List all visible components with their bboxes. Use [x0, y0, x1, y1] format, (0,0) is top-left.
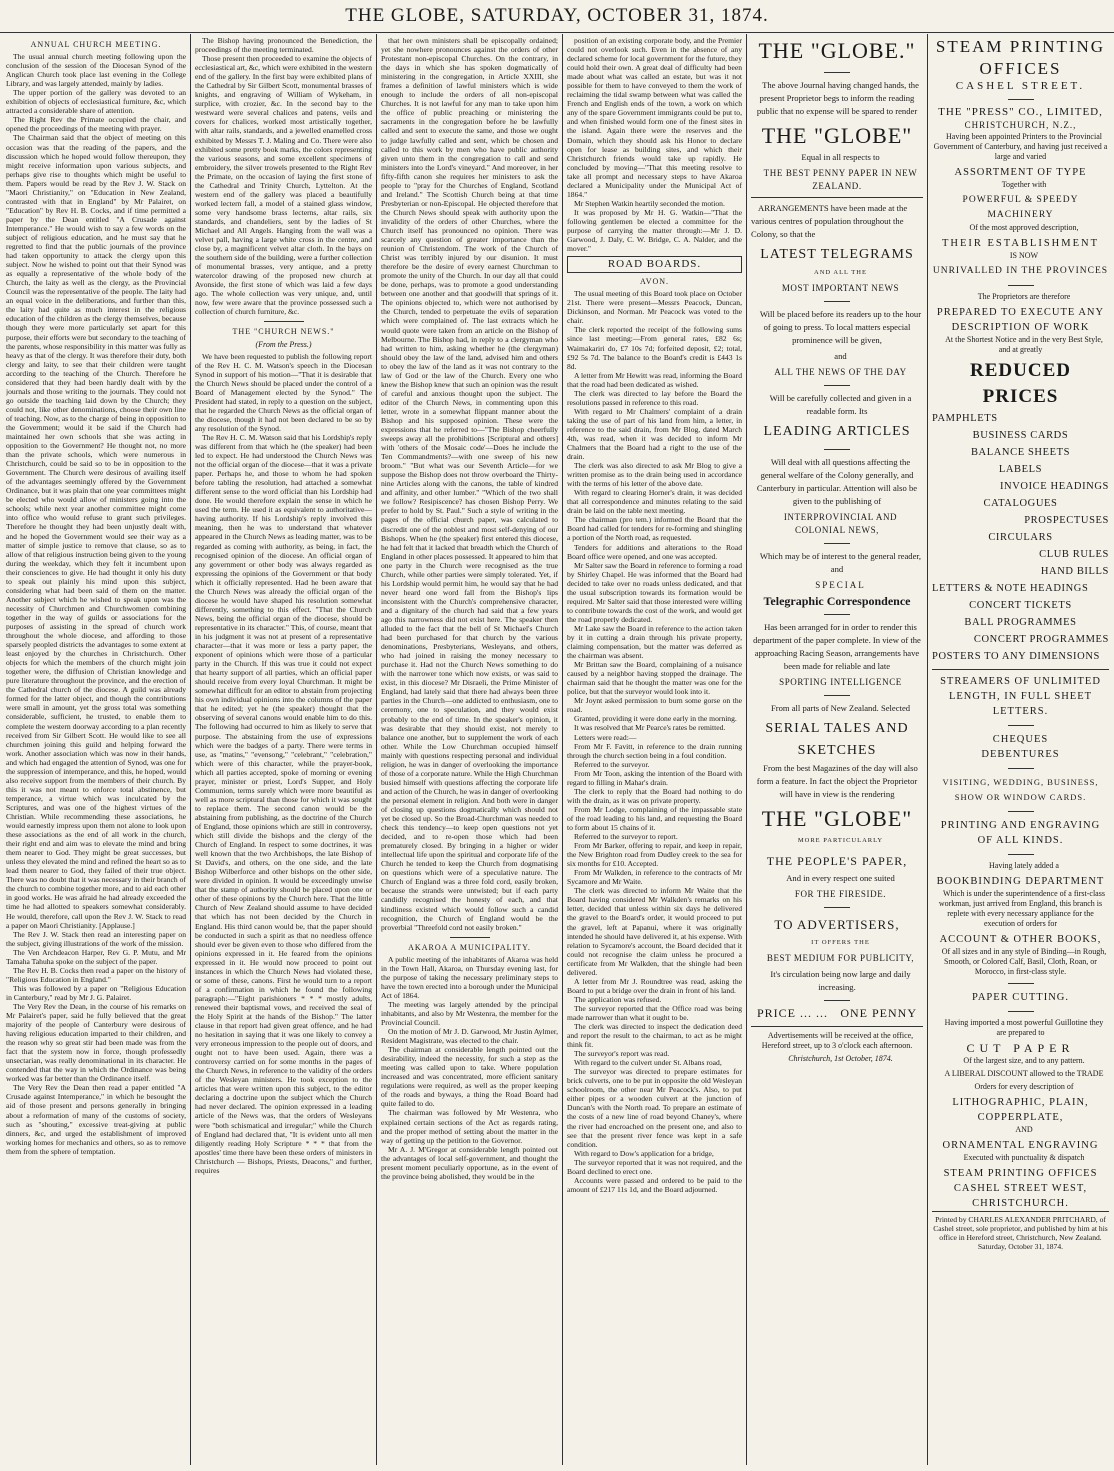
press-text: A LIBERAL DISCOUNT allowed to the TRADE [944, 1069, 1104, 1078]
ad-text: Advertisements will be received at the office, Hereford street, up to 3 o'clock each afternoon. [761, 1031, 914, 1050]
paragraph: The surveyor's report was read. [574, 1049, 670, 1059]
paragraph: With regard to Mr Chalmers' complaint of a drain taking the use of part of his land from him, a letter, in reference to the said drain, from Mr Blog, dated March 4th, was read, when it was decided to inform Mr Chalmers that the Board had a right to the use of the drain. [567, 406, 742, 462]
divider [1008, 725, 1034, 726]
divider [824, 614, 850, 615]
divider [824, 543, 850, 544]
paragraph: The clerk was directed to inform Mr Waite that the Board having considered Mr Walkden's remarks on his letter, decided that unless within six days he delivered the gravel to the Board's order, it would proceed to put the gravel, left at Papanui, where it was originally intended he should have delivered it, at his expense. With relation to Sycamore's account, the Board decided that it could not recognise the claim unless he procured a certificate from Mr Walkden, that the shingle had been delivered. [567, 886, 742, 977]
ad-text: SPORTING INTELLIGENCE [779, 677, 902, 687]
press-line: POWERFUL & SPEEDY MACHINERY [962, 195, 1079, 220]
paragraph: Mr Brittan saw the Board, complaining of a nuisance caused by a neighbor having stopped the drainage. The chairman said that he thought the matter was one for the police, but that the surveyor would look into it. [567, 660, 742, 697]
paragraph: Tenders for additions and alterations to the Road Board office were opened, and one was accepted. [567, 542, 742, 561]
paragraph: Granted, providing it were done early in the morning. [574, 714, 737, 724]
press-line: CASHEL STREET WEST, [953, 1183, 1088, 1194]
paragraph: Mr Stephen Watkin heartily seconded the motion. [574, 198, 725, 208]
divider [450, 937, 490, 938]
ad-text: ALL THE NEWS OF THE DAY [774, 367, 907, 377]
column-rule [927, 34, 928, 1465]
article-subheading: (From the Press.) [255, 339, 312, 349]
press-item: BALANCE SHEETS [970, 447, 1071, 458]
paragraph: With regard to the culvert under St. Albans road, [574, 1058, 722, 1068]
article-heading: AKAROA A MUNICIPALITY. [408, 942, 531, 952]
paragraph: The Very Rev the Dean then read a paper entitled "A Crusade against Intemperance," in which he besought the aid of those present and persons generally in bringing about a reformation of many of the customs of society, such as "shouting," excessive treat-giving at public dinners, &c, and urged the establishment of improved working homes for mechanics and others, so as to remove them from the sphere of temptation. [6, 1083, 186, 1156]
press-item: BALL PROGRAMMES [964, 617, 1077, 628]
paragraph: The clerk was directed to lay before the Board the resolutions passed in reference to this road. [567, 388, 742, 407]
paragraph: The meeting was largely attended by the principal inhabitants, and also by Mr Westenra, the member for the Provincial Council. [381, 999, 558, 1028]
press-item: PROSPECTUSES [1024, 515, 1109, 526]
ad-text: Which may be of interest to the general reader, and [759, 551, 922, 574]
ad-heading: SERIAL TALES AND SKETCHES [765, 721, 909, 758]
paragraph: Mr Joynt asked permission to burn some gorse on the road. [567, 696, 742, 715]
press-item: BUSINESS CARDS [972, 430, 1069, 441]
press-street: CASHEL STREET. [955, 80, 1086, 92]
press-text: Having imported a most powerful Guillotine they are prepared to [944, 1018, 1104, 1037]
press-item: CATALOGUES [983, 498, 1058, 509]
ad-text: From the best Magazines of the day will also form a feature. In fact the object the Proprietor will have in view is the rendering [756, 763, 918, 799]
press-item-list [932, 410, 1109, 665]
ad-text: ARRANGEMENTS have been made at the various centres of population throughout the Colony, so that the [751, 203, 908, 239]
ad-text: From all parts of New Zealand. Selected [770, 703, 911, 713]
press-line: STEAM PRINTING OFFICES [943, 1168, 1098, 1179]
ad-text: THE BEST PENNY PAPER IN NEW ZEALAND. [763, 168, 918, 191]
paragraph: The Bishop having pronounced the Benediction, the proceedings of the meeting terminated. [195, 36, 372, 55]
ad-date: Christchurch, 1st October, 1874. [788, 1054, 893, 1063]
press-text: At the Shortest Notice and in the very Best Style, and at greatly [945, 335, 1103, 354]
paragraph: Letters were read:— [574, 732, 637, 742]
divider [824, 907, 850, 908]
press-text: Executed with punctuality & dispatch [963, 1153, 1085, 1162]
divider [1008, 854, 1034, 855]
paragraph: This was followed by a paper on "Religious Education in Canterbury," read by Mr J. G. Palairet. [6, 983, 186, 1002]
price-value: ONE PENNY [840, 1006, 917, 1020]
paragraph: position of an existing corporate body, and the Premier could not overlook such. Even in the absence of any declared scheme for local government for the future, they could hold their own. A great deal of difficulty had been made about what was called an estate, but was it not possible for them to have conveyed to them the work of reclaiming the tidal swamp between what was called the French and English ends of the town, a work on which any of the spare Government immigrants could be put to, and when finished would form one of the finest sites in the island. Again there were the reserves and the Domain, which they should ask his Honor to declare open for lease as building sites, and which their Christchurch friends would take up rapidly. He concluded by moving—"That this meeting resolve to take all prompt and necessary steps to have Akaroa declared a Municipality under the Municipal Act of 1864." [567, 36, 742, 199]
column-rule [376, 34, 377, 1465]
globe-advertisement [751, 36, 923, 1463]
divider [751, 197, 923, 198]
paragraph: The usual meeting of this Board took place on October 21st. There were present—Messrs Peacock, Duncan, Dickinson, and Norman. Mr Peacock was voted to the chair. [567, 289, 742, 326]
article-heading: ROAD BOARDS. [567, 256, 742, 273]
paragraph: Those present then proceeded to examine the objects of ecclesiastical art, &c, which were exhibited in the western end of the gallery. In the first bay were exhibited plans of the Cathedral by Sir Gilbert Scott, monumental brasses of knights, and engraving of William of Wykeham, in surplice, with crozier, &c. In the second bay to the westward were several chalices and patens, veils and covers for chalices, worked most artistically together, with altar rails, standards, and a jewelled enamelled cross exhibited by Messrs T. J. Maling and Co. There were also exhibited some pretty book marks, the colors representing the various seasons, and some excellent specimens of embroidery, the silver trowels presented to the Right Rev the Primate, on the occasion of laying the first stone of the Cathedral and Trinity Church, Lyttelton. At the western end of the gallery was placed a beautifully worked lectern fall, a model of a stained glass window, some very handsome brass lecterns, altar rails, six standards, and chandeliers, sent by the ladies of St Michael and All Angels. Hanging from the wall was a velvet pall, having a large white cross in the centre, and close by, a magnificent velvet altar cloth. In the bays on the southern side of the building, were a further collection of monumental brasses, very antique, and a pretty watercolor drawing of the proposed new church at Avonside, the first stone of which was laid a few days ago. The whole collection was very unique, and, until now, few were aware that the province possessed such a collection of church furniture, &c. [195, 54, 372, 317]
paragraph: The chairman was followed by Mr Westenra, who explained certain sections of the Act as regards rating, and the proper method of setting about the matter in the way of getting up the petition to the Governor. [381, 1108, 558, 1145]
ad-text: AND ALL THE [814, 269, 867, 276]
article-body [567, 36, 742, 253]
paragraph: The Rev J. W. Stack then read an interesting paper on the subject, giving illustrations of the work of the mission. [6, 929, 186, 948]
press-text: Which is under the superintendence of a first-class workman, just arrived from England, this branch is replete with every necessary appliance for the execution of orders for [938, 889, 1105, 928]
masthead: THE GLOBE, SATURDAY, OCTOBER 31, 1874. [0, 0, 1114, 33]
press-line: CHRISTCHURCH. [972, 1198, 1069, 1209]
ad-text: MOST IMPORTANT NEWS [781, 283, 900, 293]
paragraph: The usual annual church meeting following upon the conclusion of the session of the Diocesan Synod of the Anglican Church took place last evening in the College Library, and was largely attended, mainly by ladies. [6, 52, 186, 89]
divider [1008, 99, 1034, 100]
ad-heading: Telegraphic Correspondence [763, 594, 911, 608]
paragraph: With regard to Dow's application for a bridge, [574, 1148, 714, 1158]
paragraph: The Right Rev the Primate occupied the chair, and opened the proceedings of the meeting with prayer. [6, 115, 186, 134]
paragraph: The clerk was also directed to ask Mr Blog to give a written promise as to the drain being used in accordance with the terms of his letter of the above date. [567, 461, 742, 489]
press-line: LITHOGRAPHIC, PLAIN, COPPERPLATE, [952, 1097, 1089, 1123]
press-line: VISITING, WEDDING, BUSINESS, SHOW OR WINDOW CARDS. [942, 777, 1099, 802]
paragraph: From Mr Lodge, complaining of the impassable state of the road leading to his land, and requesting the Board to form about 15 chains of it. [567, 804, 742, 832]
paragraph: The Rev H. B. Cocks then read a paper on the history of "Religious Education in England." [6, 965, 186, 984]
divider [824, 385, 850, 386]
press-city: CHRISTCHURCH, N.Z., [964, 120, 1077, 130]
ad-text: MORE PARTICULARLY [797, 837, 884, 844]
paragraph: A letter from Mr J. Roundtree was read, asking the Board to put a bridge over the drain in front of his land. [567, 976, 742, 995]
article-heading: THE "CHURCH NEWS." [232, 327, 335, 337]
press-text: Of the most approved description, [969, 223, 1079, 232]
paragraph: The surveyor was directed to prepare estimates for brick culverts, one to be put in opposite the old Wesleyan schoolroom, the other near Mr Peacock's. Also, to put either pipes or a wooden culvert at the junction of Duncan's with the North road. To prepare an estimate of the costs of a new line of road beyond Chaney's, where the river had encroached on the present one, and also to see that the present river fence was kept in a safe condition. [567, 1067, 742, 1149]
price-label: PRICE ... ... [757, 1006, 829, 1020]
divider [1008, 285, 1034, 286]
paragraph: A public meeting of the inhabitants of Akaroa was held in the Town Hall, Akaroa, on Thursday evening last, for the purpose of taking the necessary preliminary steps to have the town erected into a borough under the Municipal Act of 1864. [381, 954, 558, 1000]
press-line: UNRIVALLED IN THE PROVINCES [932, 266, 1109, 276]
paragraph: With regard to clearing Horner's drain, it was decided that all correspondence and minutes relating to the said drain be laid on the table next meeting. [567, 488, 742, 516]
ad-text: Will deal with all questions affecting the general welfare of the Colony generally, and Canterbury in particular. Attention will also be given to the publishing of [756, 457, 918, 506]
article-body [381, 955, 558, 1181]
paragraph: The chairman (pro tem.) informed the Board that the Board had called for tenders for re-forming and shingling a portion of the North road, as requested. [567, 515, 742, 543]
ad-text: Will be carefully collected and given in a readable form. Its [769, 393, 912, 416]
press-text: Having been appointed Printers to the Provincial Government of Canterbury, and having just received a large and varied [933, 132, 1108, 161]
paragraph: From Mr Barker, offering to repair, and keep in repair, the New Brighton road from Dudley creek to the sea for six months for £10. Accepted. [567, 841, 742, 869]
press-printing-advertisement [932, 36, 1109, 1463]
divider [824, 1000, 850, 1001]
paragraph: Referred to the surveyor. [574, 759, 650, 769]
ad-text: and [834, 351, 847, 361]
ad-text: It's circulation being now large and daily increasing. [770, 969, 911, 992]
press-text: Orders for every description of [974, 1082, 1074, 1091]
column-rule [562, 34, 563, 1465]
paragraph: that her own ministers shall be episcopally ordained; yet she nowhere pronounces against the orders of other Protestant non-episcopal Churches. On the contrary, in the days in which she has spoken dogmatically of ministering in the congregation, in Article XXIII, she frames a definition of lawful ministers which is wide enough to include the orders of all non-episcopal Churches. It is not lawful for any man to take upon him the office of public preaching or ministering the sacraments in the congregation before he be lawfully called and sent to execute the same, and those we ought to judge lawfully called and sent, which be chosen and called to this work by men who have public authority given unto them in the congregation to call and send ministers into the Lord's vineyard." And moreover, in her fifty-fifth canon she requires her ministers to ask the people to "pray for the Churches of England, Scotland and Ireland." The Scottish Church being at that time Presbyterian or non-Episcopal. He objected therefore that the Church News should speak with authority upon the invalidity of the orders of other Churches, where the Church itself has pronounced no opinion. There was scarcely any question of greater importance than the reunion of Christendom. The work of the Church of Christ was terribly injured by our disunion. It must therefore be the desire of every earnest Churchman to promote the unity of the Church. In our day all that could be done, perhaps, was to promote a good understanding between one another and that goodwill that springs of it. The opinions objected to, which were not authorised by the Church, tended to perpetuate the evils of separation which were complained of. The last extracts which he would quote were taken from an article on the Bishop of Melbourne. The Bishop had, in reply to a clergyman who had written to him, asking whether he (the clergyman) should obey the law of the land, advised him and others to obey the law of the land as it was not contrary to the law of God or the law of the Church. Every one who knew the Bishop knew that such an opinion was the result of careful and anxious thought upon the subject. The editor of the Church News, in commenting upon this letter, wrote in a somewhat flippant manner about the Bishop and his supposed opinion. These were the expressions that he referred to—"The Bishop cheerfully sweeps away all the prohibitions [Scriptural and others] with 'others of the Mosaic code'—Does he include the Ten Commandments?—with one sweep of his new broom." "But what was our Seventh Article—for we suppose the Bishop does not throw overboard the Thirty-nine Articles along with the canons, the table of kindred and affinity, and other lumber." "Which of the two shall we follow? Resipiscence? has chosen Bishop Perry. We prefer to hold by St. Paul." Such a style of writing in the pages of the official church paper, was calculated to discredit one of the noblest and most self-denying of our Bishops. When he (the speaker) first entered this diocese, he had felt that it lacked that breadth which the Church of England in other places possessed. It appeared to him that one party in the Church were recognised as the true Church, while other parties were simply tolerated. Yet, if his Lordship would permit him, he would say that he had never heard one word fall from the Bishop's lips inconsistent with the Church's comprehensive character, and a dignitary of the church had said that a few years ago this narrowness did not exist here. The speaker then alluded to the fact that the bell of St Michael's Church had been purchased for that church by the various denominations, Presbyterians, Wesleyans, and others, who had joined in raising the money necessary to purchase it. Had not the Church News something to do with the narrower tone which now exists, or was said to exist, in this diocese? Mr Disraeli, the Prime Minister of England, had lately said that there had always been three parties in the Church—one addicted to enthusiasm, one to ceremony, one to speculation, and they would exist probably to the end of time. In the speaker's opinion, it was desirable that they should exist, not merely to balance one another, but to supplement the work of each other. While the Low Churchman occupied himself mainly with questions respecting personal and individual religion, he was in danger of overlooking the importance of those of a corporate nature. While the High Churchman busied himself with questions affecting the corporate life and action of the Church, he was in danger of overlooking the personal element in religion. And both were in danger of closing up questions dogmatically which should not yet be closed up. So the Broad-Churchman was needed to check this tendency—to keep open questions not yet decided, and to re-open those which had been prematurely closed. By bringing in a higher or wider intellectual life upon the spiritual and corporate life of the Church he tended to keep the Church from dogmatising on questions which were of a speculative nature. The Church of England was a three fold cord, easily broken, because the strands were untwisted; but if each party candidly recognised the honesty of each, and that kindliness existed which would follow such a candid recognition, the Church of England would be the proverbial "Threefold cord not easily broken." [381, 36, 558, 932]
press-item: CONCERT PROGRAMMES [973, 634, 1109, 645]
divider [824, 301, 850, 302]
ad-text: Equal in all respects to [801, 152, 880, 162]
paragraph: We have been requested to publish the following report of the Rev H. C. M. Watson's speech in the Diocesan Synod in support of his motion—"That it is desirable that the Church News should be placed under the control of a Board of Management elected by the Synod." The President had stated, in reply to a question on the subject, that he regarded the Church News as the official organ of the diocese, though it had not been declared to be so by any resolution of the Synod. [195, 351, 372, 433]
press-text: The Proprietors are therefore [977, 292, 1071, 301]
paragraph: From Mr Walkden, in reference to the contracts of Mr Sycamore and Mr Waite. [567, 868, 742, 887]
column-annual-church-meeting [6, 36, 186, 1463]
globe-title: THE "GLOBE" [761, 806, 913, 831]
article-heading: ANNUAL CHURCH MEETING. [30, 40, 162, 49]
article-body [6, 52, 186, 1156]
divider [824, 72, 850, 73]
divider [824, 695, 850, 696]
divider [264, 321, 304, 322]
divider [1008, 768, 1034, 769]
press-line: PREPARED TO EXECUTE ANY [936, 307, 1105, 318]
paragraph: The surveyor reported that it was not required, and the Board declined to erect one. [567, 1157, 742, 1176]
press-line: CUT PAPER [966, 1041, 1075, 1055]
press-line: ORNAMENTAL ENGRAVING [942, 1140, 1099, 1151]
paragraph: The Rev H. C. M. Watson said that his Lordship's reply was different from that which he (the speaker) had been led to expect. He had understood the Church News was not the official organ of the diocese—that it was a private paper. Perhaps he, and those to whom he had spoken before tabling the resolution, had attached a somewhat different sense to the word official than his Lordship had done. He would therefore explain the sense in which he used the term. He used it as equivalent to authoritative—having authority. If his Lordship's reply involved this meaning, then he was to understand that whatever appeared in the Church News as leading matter, was to be regarded as coming with authority, as being, in fact, the recognised opinion of the diocese. An official organ of any government or other body was always regarded as expressing the opinions of the Government or that body which it officially represented. Had he been aware that the Church News was already the official organ of the diocese he would have shaped his resolution somewhat differently, something to this effect. "That the Church News, being the official organ of the diocese, should be representative in its character." This, of course, meant that in his judgment it was not at present of a representative character—that it was more or less a party paper, the exponent of opinions which were those of a particular party in the Church. If this was true it could not expect that hearty support of all parties, which an official paper should receive from every loyal Churchman. It might be somewhat difficult for an editor to abstain from projecting his own individual opinions into the columns of the paper that he edited; yet he (the speaker) thought that the observing of several canons would enable him to do this. The following had occurred to him as likely to serve that purpose. The abstaining from the use of expressions which were the badges of a party. There were terms in use, as "matins," "evensong," "celebrant," "celebration," which were of this character, while the prayer-book, which all parties accepted, spoke of morning or evening prayer, minister or priest, Lord's Supper, and Holy Communion, terms surely which were more beautiful as well as more scriptural than those for which it was sought to replace them. The second canon would be the abstaining from publishing, as the doctrine of the Church of England, those opinions which are still in controversy, which still divide the bishops and the clergy of the Church of England. In respect to some doctrines, it was well known that the two Archbishops, the late Bishop of St David's, and others, on the one side, and the late Bishop Wilberforce and other bishops on the other side, were divided in opinion. It would be exceedingly unwise that the stamp of authority should be placed upon one or other of these opinions by the Church here. That the little Church of New Zealand should assume to have decided that which has not been decided by the Church in England. His third canon would be, that the paper should be conducted in such a spirit as that no needless offence should ever be given even to those who differed from the opinions expressed in it. He feared from the opinions expressed in it. He would now proceed to point out instances in which the Church News had violated these, or some of these, canons. First he would turn to a report of a confirmation in which he found the following paragraph:—"Eight parishioners * * * mostly adults, renewed their baptismal vows, and received the seal of the Holy Spirit at the hands of the Bishop." The latter clause in that report had given great offence, and he had no hesitation in saying that it was one likely to convey a very erroneous impression to the people out of doors, and ought not to have been used. Again, there was a controversy carried on for some months in the pages of the Church News, in reference to the validity of the orders of the Wesleyan ministers. He took exception to the articles that were written upon this subject, to the editor declaring a doctrine upon the subject which the Church had never declared. The opinion expressed in a leading article of the News was, that the orders of Wesleyans were "both schismatical and irregular;" while the Church of England had declared that, "It is evident unto all men diligently reading Holy Scripture * * * that from the apostles' time there have been these orders of ministers in Christchurch — Bishops, Priests, Deacons," and further, requires [195, 432, 372, 1175]
column-road-boards [567, 36, 742, 1463]
paragraph: The surveyor reported that the Office road was being made narrower than what it ought to be. [567, 1003, 742, 1022]
paragraph: The upper portion of the gallery was devoted to an exhibition of objects of ecclesiastical furniture, &c, which attracted a considerable share of attention. [6, 88, 186, 116]
paragraph: Mr Lake saw the Board in reference to the action taken by it in cutting a drain through his private property, claiming compensation, but the matter was deferred as the chairman was absent. [567, 623, 742, 661]
paragraph: The chairman at considerable length pointed out the desirability, indeed the necessity, for such a step as the meeting was called upon to take. Where population increased and was concentrated, more efficient sanitary regulations were required, as well as the proper keeping of the roads and byways, a thing the Road Board had quite failed to do. [381, 1045, 558, 1109]
globe-title: THE "GLOBE." [758, 38, 916, 63]
ad-text: FOR THE FIRESIDE. [794, 889, 887, 899]
press-reduced-prices: REDUCED PRICES [970, 360, 1071, 407]
paragraph: Mr A. J. M'Gregor at considerable length pointed out the advantages of local self-government, and thought the present moment peculiarly opportune, as in the event of the province being abolished, they would be in the [381, 1144, 558, 1181]
divider [932, 669, 1109, 670]
divider [1008, 983, 1034, 984]
press-text: IS NOW [1009, 251, 1039, 260]
press-title: STEAM PRINTING OFFICES [935, 37, 1106, 78]
paragraph: It was proposed by Mr H. G. Watkin—"That the following gentlemen be elected a committee for the purpose of carrying the matter through:—Mr J. D. Garwood, J. Daly, C. W. Bridge, C. A. Nalder, and the mover." [567, 207, 742, 254]
article-body [195, 36, 372, 316]
paragraph: A letter from Mr Hewitt was read, informing the Board that the road had been dedicated as wished. [567, 370, 742, 389]
ad-text: And in every respect one suited [786, 873, 895, 883]
press-line: DESCRIPTION OF WORK [951, 322, 1090, 333]
press-item: LABELS [998, 464, 1043, 475]
article-body [567, 289, 742, 1194]
press-item: CONCERT TICKETS [969, 600, 1072, 611]
ad-text: Has been arranged for in order to render this department of the paper complete. In view of the approaching Racing Season, arrangements have been made for reliable and late [753, 622, 921, 671]
paragraph: Mr Salter saw the Board in reference to forming a road by Shirley Chapel. He was informed that the Board had decided to take over no roads unless dedicated, and that the usual subscription towards its formation would be required. Mr Salter said that those interested were willing to contribute towards the cost of the work, and would get the road properly dedicated. [567, 560, 742, 624]
divider [1008, 811, 1034, 812]
price-line [751, 1007, 923, 1020]
paragraph: The Very Rev the Dean, in the course of his remarks on Mr Palairet's paper, said he fully believed that the great majority of the people of Canterbury were desirous of having religious education imparted to their children, and the reason why so great stir had been made was from the fact that the system now in force, though professedly unsectarian, was really denominational in its character. He contended that the way in which the Ordinance was being worked was far better than the Ordinance itself. [6, 1001, 186, 1084]
paragraph: From Mr F. Favitt, in reference to the drain running through the church section being in a foul condition. [567, 741, 742, 760]
press-item: CLUB RULES [1039, 549, 1109, 560]
paragraph: The clerk was directed to inspect the dedication deed and report the result to the chairman, to act as he might think fit. [567, 1022, 742, 1050]
press-line: DEBENTURES [981, 749, 1060, 760]
column-rule [746, 34, 747, 1465]
ad-heading: LEADING ARTICLES [763, 424, 911, 439]
press-line: THEIR ESTABLISHMENT [941, 238, 1100, 249]
article-body [381, 36, 558, 932]
imprint: Printed by CHARLES ALEXANDER PRITCHARD, of Cashel street, sole proprietor, and published by him at his office in Hereford street, Christchurch, New Zealand. Saturday, October 31, 1874. [932, 1211, 1109, 1251]
ad-text: INTERPROVINCIAL AND COLONIAL NEWS, [783, 512, 898, 535]
column-akaroa [381, 36, 558, 1463]
column-church-news [195, 36, 372, 1463]
press-item: INVOICE HEADINGS [999, 481, 1109, 492]
article-body [195, 352, 372, 1175]
press-text: Together with [1001, 180, 1047, 189]
press-line: PRINTING AND ENGRAVING OF ALL KINDS. [940, 820, 1101, 846]
press-company: THE "PRESS" CO., LIMITED, [938, 106, 1103, 118]
article-subheading: AVON. [639, 277, 670, 287]
press-line: CHEQUES [992, 734, 1049, 745]
column-rule [190, 34, 191, 1465]
paragraph: The Chairman said that the object of meeting on this occasion was that the reading of the papers, and the discussion which he hoped would follow thereupon, they might receive information upon various subjects, and perhaps give rise to thoughts which might be useful to them. Papers would be read by the Rev J. W. Stack on "Maori Christianity," on "Education in New Zealand, contrasted with that in England" by Mr Palairet, on "Education" by Rev H. B. Cocks, and if time permitted a paper by the Dean entitled "A Crusade against Intemperance." He would wish to say a few words on the subject of religious education, and he must say that he regretted to find that the public journals of the province had taken opportunity to attack the clergy upon this subject. Now he wished to point out that their Synod was as equally a representative of the whole body of the Church, the laity as well as the clergy, as the Provincial Council was the representative of the people. The laity had an equal voice in the deliberations, and further than this, the laity had quite as much interest in the religious education of the children as the clergy themselves, because though they were more particularly set apart for this purpose, their efforts were but secondary to the teaching of the parents, whose responsibility in this matter was fully as heavy as that of the clergy. It was therefore their duty, both clergy and laity, to see that their children were taught according to the teaching of the Church. Therefore he considered that they had been hardly dealt with by the journals and those writing to the journals. They could not go outside the teaching laid down by the Church; they could not, like other denominations, choose their own line of teaching. Now, as to the charge of being in opposition to the Government; would it be said if the Church had maintained her own schools that she was acting in opposition to the Government? He thought not, no more than the private schools, which were numerous in Christchurch, could be said so to be in opposition to the Government. The Church were desirous of availing itself of the advantages seemingly offered by the Government Ordinance, but it was plain that one year committees might be elected who would allow of ministers going into the schools; while next year another committee might come into office who would refuse to grant such privileges. Therefore he thought they had been unjustly dealt with, and he hoped the Government would see their way as a matter of simple justice to remove that clause, so as to allow of that religious instruction being given to the young during the weekday, which they felt it incumbent upon their consciences to give. He had thought it only his duty to speak out plainly his mind upon this subject, considering what had been said of them on the matter. Another subject which he wished to speak upon was the necessity of Churchmen and Churchwomen combining together in the way of guilds or associations for the purposes of assisting in the spread of church work throughout the whole diocese, and affording to those sparsely peopled districts the advantages to some extent at least enjoyed by the churches in Christchurch. Other objects for which the members of the church might join together were, the diffusion of Christian knowledge and pure literature throughout the province, and the erection of the Cathedral church of the diocese. A guild was already formed for the latter object, and though the contributions were small in amount, yet the gross total was something considerable, sufficient, he trusted, to enable them to complete the western doorway according to a plan recently received from Sir Gilbert Scott. He would like to see all churchmen joining this guild and helping forward the work. Another association which was now in their hands, and which had engaged the attention of Synod, was one for the suppression of intemperance, and this, he hoped, would also receive support from the members of their church. By this it was not meant to enforce total abstinence, but temperance, a virtue which was inculcated by the Scriptures, and was one of the highest virtues of the Christian. While recommending these associations, he would earnestly impress upon them not alone to look upon these associations as the end of all work in the church, their right end and aim was to elevate the mind and bring them nearer to God. They might be great successes, but unless they elevated the mind and refined the heart so as to lead them nearer to God, they failed of their true object. There was no doubt that it was necessary in their branch of the church to combine together more, and to aid each other in good works. He was afraid he had already exceeded the time he had allotted to speakers somewhat considerably. He would, therefore, call upon the Rev J. W. Stack to read a paper on Maori Christianity. [Applause.] [6, 133, 186, 930]
press-line: BOOKBINDING DEPARTMENT [936, 876, 1105, 887]
press-item: PAMPHLETS [932, 413, 998, 424]
ad-text: Will be placed before its readers up to the hour of going to press. To local matters especial prominence will be given, [759, 309, 922, 345]
ad-text: IT OFFERS THE [811, 939, 870, 946]
paragraph: The clerk reported the receipt of the following sums since last meeting:—From general rates, £82 6s; Waimakariri do, £7 10s 7d; forfeited deposit, £2; total, £92 5s 7d. The balance to the Board's credit is £443 1s 8d. [567, 325, 742, 371]
paragraph: The clerk to reply that the Board had nothing to do with the drain, as it was on private property. [567, 786, 742, 805]
ad-text: The above Journal having changed hands, the present Proprietor begs to inform the reading public that no expense will be spared to render [756, 80, 919, 116]
ad-heading: THE PEOPLE'S PAPER, [766, 854, 908, 868]
press-item: HAND BILLS [1040, 566, 1109, 577]
paragraph: On the motion of Mr J. D. Garwood, Mr Justin Aylmer, Resident Magistrate, was elected to the chair. [381, 1027, 558, 1046]
press-item: LETTERS & NOTE HEADINGS [932, 583, 1089, 594]
press-line: PAPER CUTTING. [971, 992, 1070, 1003]
press-item: POSTERS TO ANY DIMENSIONS [932, 651, 1100, 662]
press-text: Of all sizes and in any style of Binding—in Rough, Smooth, or Colored Calf, Basil, Cloth, Roan, or Morocco, in first-class style. [941, 947, 1107, 976]
divider [1008, 1011, 1034, 1012]
paragraph: Accounts were passed and ordered to be paid to the amount of £217 11s 1d, and the Board adjourned. [567, 1175, 742, 1194]
paragraph: From Mr Toon, asking the intention of the Board with regard to filling in Mahar's drain. [567, 768, 742, 787]
paragraph: The Ven Archdeacon Harper, Rev G. P. Mutu, and Mr Tamaha Tahuha spoke on the subject of the paper. [6, 947, 186, 966]
press-text: AND [1015, 1125, 1033, 1134]
ad-text: BEST MEDIUM FOR PUBLICITY, [766, 953, 915, 963]
globe-title: THE "GLOBE" [761, 123, 913, 148]
divider [751, 1026, 923, 1027]
press-text: Having lately added a [989, 861, 1059, 870]
paragraph: It was resolved that Mr Pearce's rates be remitted. [574, 723, 726, 733]
divider [824, 449, 850, 450]
ad-heading: LATEST TELEGRAMS [760, 247, 914, 262]
press-line: ACCOUNT & OTHER BOOKS, [939, 934, 1102, 945]
ad-text: SPECIAL [815, 580, 866, 590]
press-line: STREAMERS OF UNLIMITED LENGTH, IN FULL SHEET LETTERS. [940, 676, 1101, 717]
press-line: ASSORTMENT OF TYPE [954, 167, 1087, 178]
paragraph: The application was refused. [574, 994, 662, 1004]
press-item: CIRCULARS [988, 532, 1053, 543]
paragraph: Referred to the surveyor to report. [574, 832, 678, 842]
ad-heading: TO ADVERTISERS, [774, 917, 900, 932]
press-text: Of the largest size, and to any pattern. [963, 1056, 1085, 1065]
